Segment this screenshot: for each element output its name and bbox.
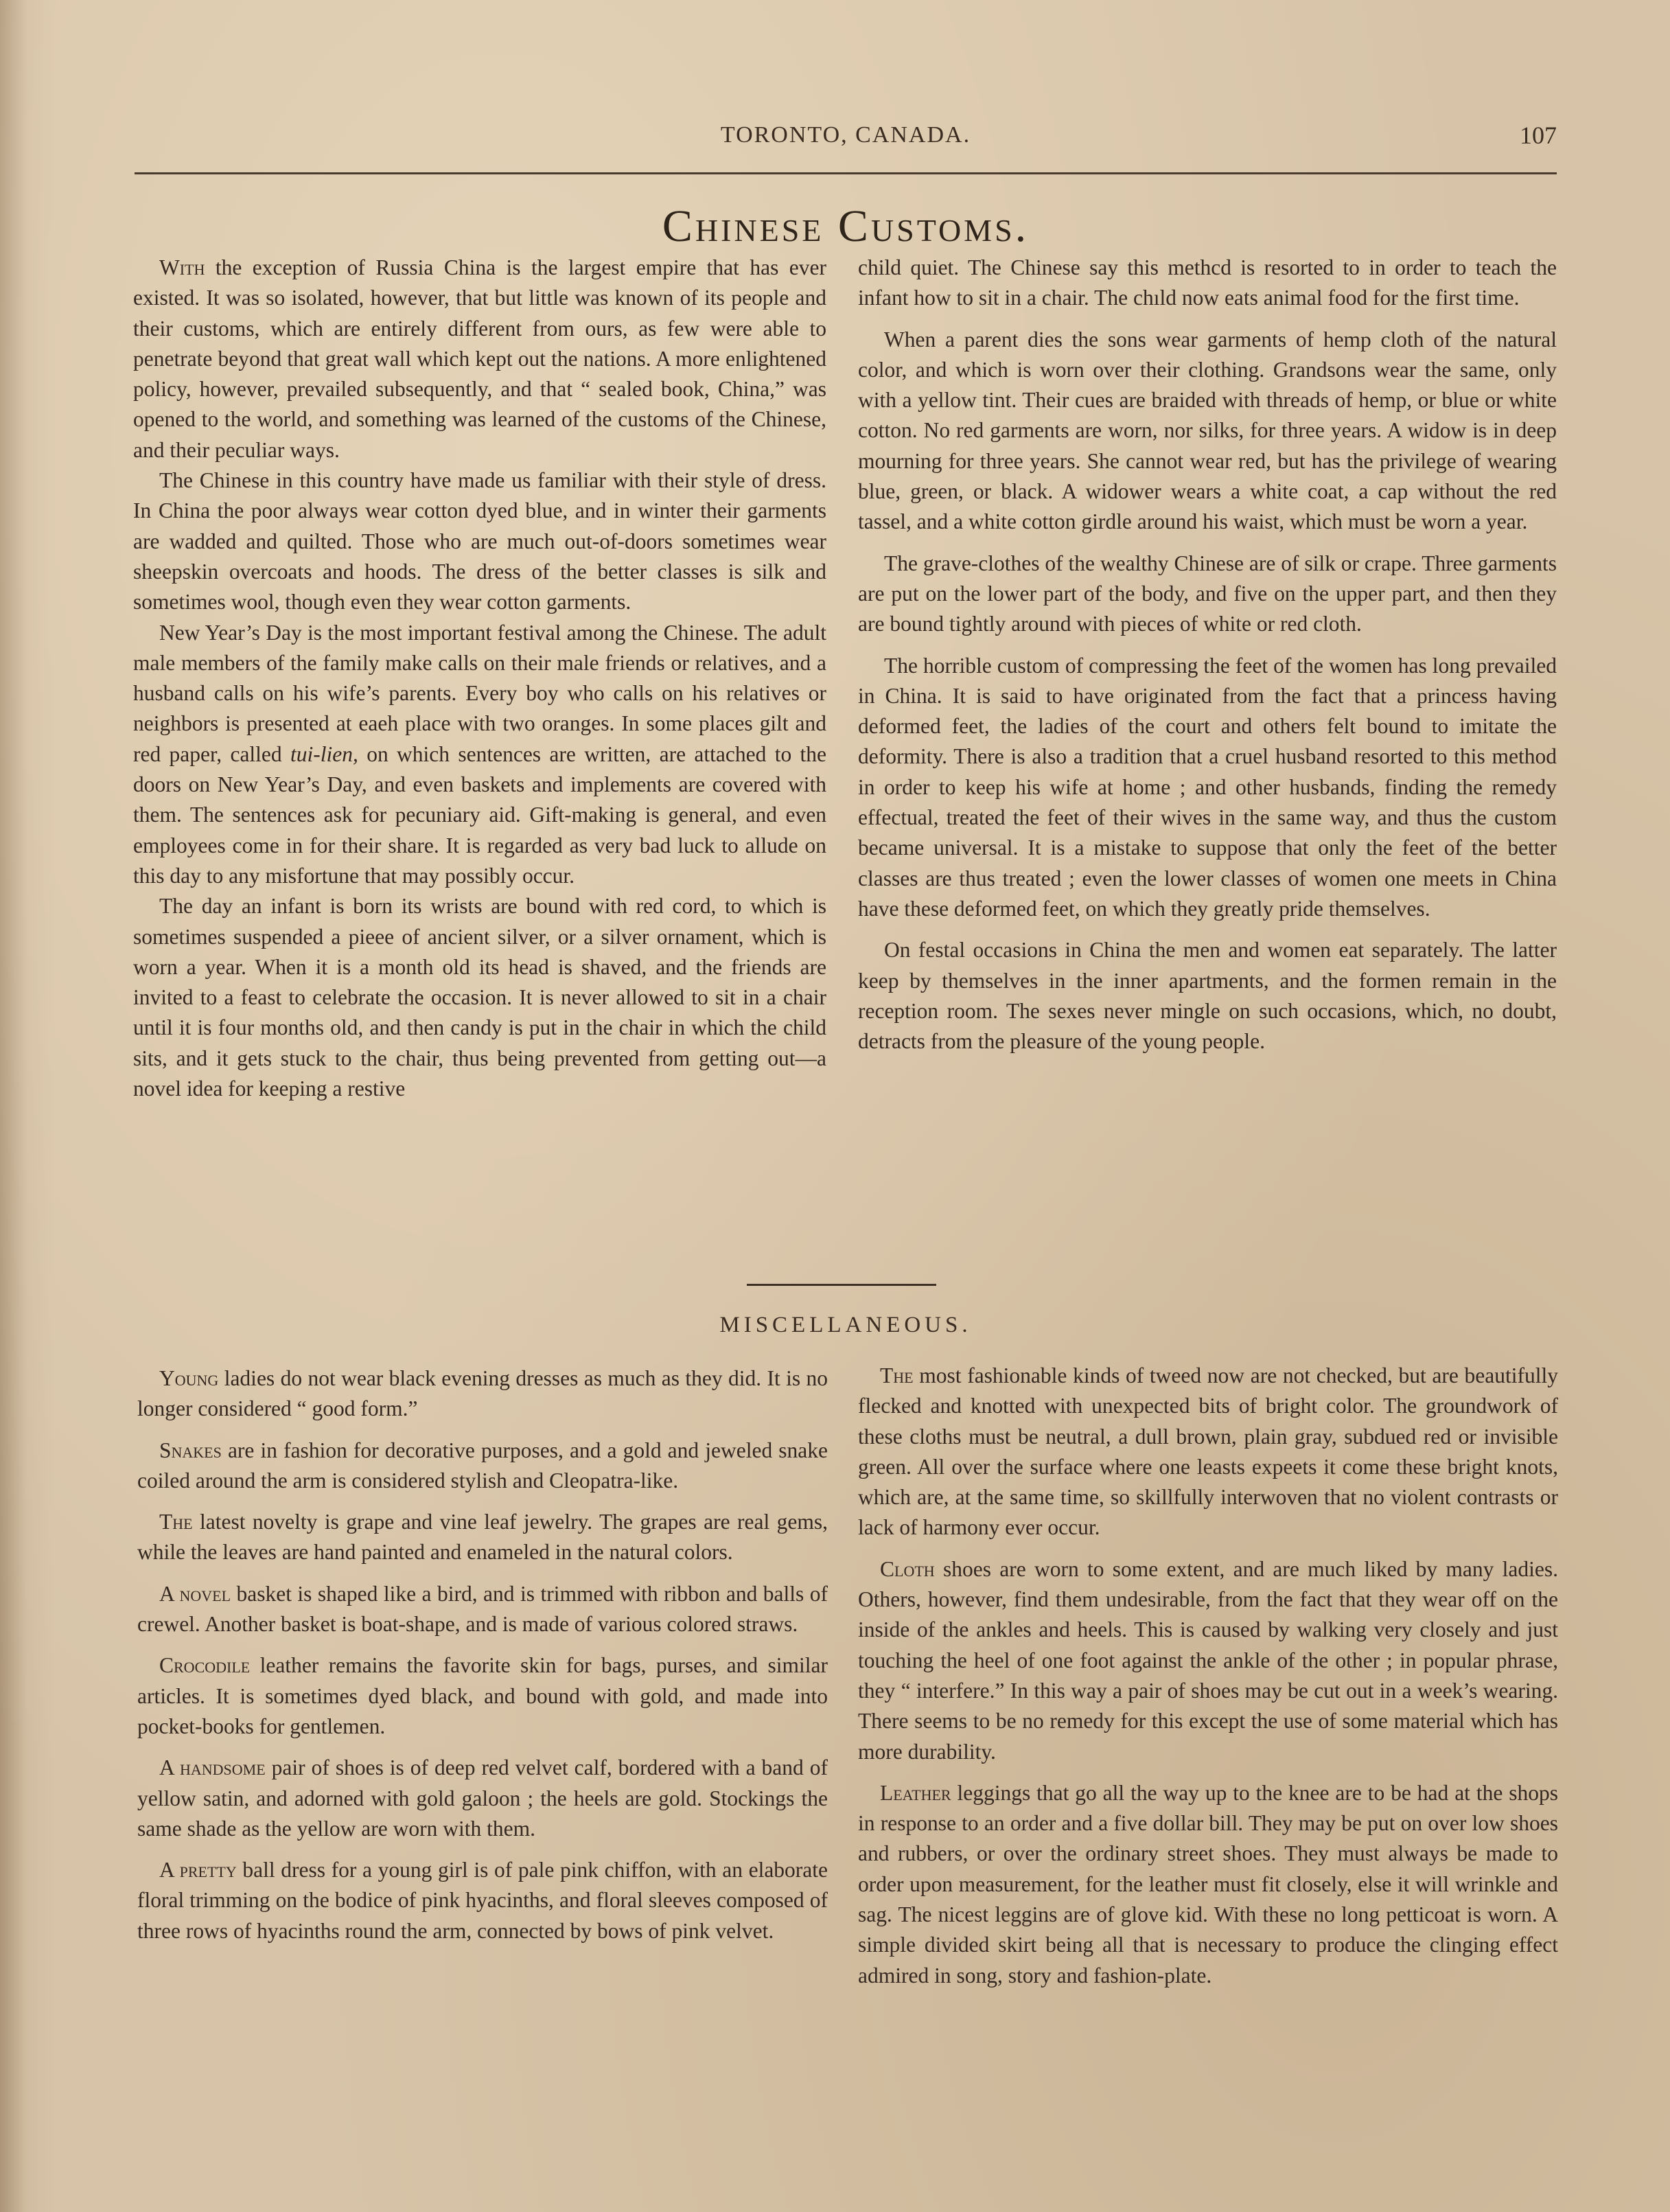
item-lead: A handsome [159, 1755, 266, 1780]
item-lead: A pretty [159, 1858, 237, 1882]
item-text: leggings that go all the way up to the knee are to be had at the shops in response to an order and a five dollar bill. They may be put on over low shoes and rubbers, or over the ordinary street shoes. They must always be made to order upon measurement, for the leather must fit closely, else it will wrinkle and sag. The nicest leggins are of glove kid. With these no long petticoat is worn. A simple divided skirt being all that is necessary to produce the clinging effect admired in song, story and fashion-plate. [858, 1780, 1558, 1988]
header-rule [135, 172, 1557, 174]
misc-item [137, 1507, 828, 1568]
article-left-column [133, 253, 826, 1104]
article-paragraph: When a parent dies the sons wear garments of hemp cloth of the natural color, and which is worn over their clothing. Grandsons wear the same, only with a yellow tint. Their cues are braided with threads of hemp, or blue or white cotton. No red garments are worn, nor silks, for three years. A widow is in deep mourning for three years. She cannot wear red, but has the privilege of wearing blue, green, or black. A widower wears a white coat, a cap without the red tassel, and a white cotton girdle around his waist, which must be worn a year. [858, 327, 1557, 534]
misc-item [137, 1753, 828, 1844]
item-lead: The [880, 1363, 914, 1387]
paragraph-text: the exception of Russia China is the largest empire that has ever existed. It was so isolated, however, that but little was known of its people and their customs, which are entirely different from ours, as few were able to penetrate beyond that great wall which kept out the nations. A more enlightened policy, however, prevailed subsequently, and that “ sealed book, China,” was opened to the world, and something was learned of the customs of the Chinese, and their peculiar ways. [133, 255, 826, 462]
misc-item [137, 1579, 828, 1640]
item-lead: Snakes [159, 1438, 222, 1462]
misc-item [137, 1855, 828, 1946]
article-title: Chinese Customs. [662, 201, 1030, 251]
misc-item [858, 1778, 1558, 1991]
article-paragraph [133, 253, 826, 465]
article-paragraph: The day an infant is born its wrists are bound with red cord, to which is sometimes suspended a pieee of ancient silver, or a silver ornament, which is worn a year. When it is a month old its head is shaved, and the friends are invited to a feast to celebrate the occasion. It is never allowed to sit in a chair until it is four months old, and then candy is put in the chair in which the child sits, and it gets stuck to the chair, thus being prevented from getting out—a novel idea for keeping a restive [133, 894, 826, 1101]
misc-heading: MISCELLANEOUS. [719, 1313, 972, 1337]
misc-right-column [858, 1361, 1558, 2002]
item-text: ball dress for a young girl is of pale pink chiffon, with an elaborate floral trimming on the bodice of pink hyacinths, and floral sleeves composed of three rows of hyacinths round the arm, connected by bows of pink velvet. [137, 1858, 828, 1943]
article-paragraph: On festal occasions in China the men and women eat separately. The latter keep by themselves in the inner apartments, and the formen remain in the reception room. The sexes never mingle on such occasions, which, no doubt, detracts from the pleasure of the young people. [858, 938, 1557, 1054]
paragraph-text: on which sentences are written, are attached to the doors on New Year’s Day, and even baskets and implements are covered with them. The sentences ask for pecuniary aid. Gift-making is general, and even employees come in for their share. It is regarded as very bad luck to allude on this day to any misfortune that may possibly occur. [133, 741, 827, 888]
article-right-column [858, 253, 1557, 1068]
item-lead: Crocodile [159, 1653, 251, 1678]
section-divider [747, 1284, 936, 1286]
article-paragraph: The grave-clothes of the wealthy Chinese are of silk or crape. Three garments are put on the lower part of the body, and five on the upper part, and then they are bound tightly around with pieces of white or red cloth. [858, 551, 1557, 636]
article-paragraph: The horrible custom of compressing the feet of the women has long prevailed in China. It is said to have originated from the fact that a princess having deformed feet, the ladies of the court and others felt bound to imitate the deformity. There is also a tradition that a cruel husband resorted to this method in order to keep his wife at home ; and other husbands, finding the remedy effectual, treated the feet of their wives in the same way, and thus the custom became universal. It is a mistake to suppose that only the feet of the better classes are thus treated ; even the lower classes of women one meets in China have these deformed feet, on which they greatly pride themselves. [858, 653, 1557, 921]
item-lead: Leather [880, 1780, 951, 1805]
item-text: most fashionable kinds of tweed now are not checked, but are beautifully flecked and knotted with unexpected bits of bright color. The groundwork of these cloths must be neutral, a dull brown, plain gray, subdued red or invisible green. All over the surface where one leasts expeets it come these bright knots, which are, at the same time, so skillfully interwoven that no violent contrasts or lack of harmony ever occur. [858, 1363, 1559, 1540]
item-lead: The [159, 1510, 193, 1534]
page-number: 107 [1520, 122, 1557, 149]
item-lead: Cloth [880, 1556, 935, 1581]
item-text: basket is shaped like a bird, and is trimmed with ribbon and balls of crewel. Another basket is boat-shape, and is made of various colored straws. [137, 1581, 828, 1637]
paragraph-lead: With [159, 255, 205, 279]
running-title: TORONTO, CANADA. [720, 122, 971, 148]
misc-item [858, 1361, 1558, 1543]
item-text: latest novelty is grape and vine leaf jewelry. The grapes are real gems, while the leaves are hand painted and enameled in the natural colors. [137, 1510, 828, 1565]
item-lead: Young [159, 1366, 219, 1390]
article-paragraph: The Chinese in this country have made us familiar with their style of dress. In China the poor always wear cotton dyed blue, and in winter their garments are wadded and quilted. Those who are much out-of-doors sometimes wear sheepskin overcoats and hoods. The dress of the better classes is silk and sometimes wool, though even they wear cotton garments. [133, 468, 826, 614]
item-text: are in fashion for decorative purposes, and a gold and jeweled snake coiled around the arm is considered stylish and Cleopatra-like. [137, 1438, 828, 1493]
item-text: shoes are worn to some extent, and are much liked by many ladies. Others, however, find them undesirable, from the fact that they wear off on the inside of the ankles and heels. This is caused by walking very closely and just touching the heel of one foot against the ankle of the other ; in popular phrase, they “ interfere.” In this way a pair of shoes may be cut out in a week’s wearing. There seems to be no remedy for this except the use of some material which has more durability. [858, 1556, 1558, 1764]
item-text: leather remains the favorite skin for bags, purses, and similar articles. It is sometimes dyed black, and bound with gold, and made into pocket-books for gentlemen. [137, 1653, 828, 1738]
misc-item [858, 1554, 1558, 1767]
italic-term: tui-lien, [290, 741, 358, 766]
misc-item [137, 1436, 828, 1497]
item-text: ladies do not wear black evening dresses as much as they did. It is no longer considered “ good form.” [137, 1366, 828, 1421]
article-paragraph: child quiet. The Chinese say this methcd is resorted to in order to teach the infant how to sit in a chair. The chıld now eats animal food for the first time. [858, 255, 1557, 310]
running-header [135, 117, 1557, 158]
misc-item [137, 1363, 828, 1425]
item-text: pair of shoes is of deep red velvet calf, bordered with a band of yellow satin, and adorned with gold galoon ; the heels are gold. Stockings the same shade as the yellow are worn with them. [137, 1755, 828, 1841]
item-lead: A novel [159, 1581, 231, 1606]
paragraph-text: New Year’s Day is the most important festival among the Chinese. The adult male members of the family make calls on their male friends or relatives, and a husband calls on his wife’s parents. Every boy who calls on his relatives or neighbors is presented at eaeh place with two oranges. In some places gilt and red paper, called [133, 620, 826, 766]
misc-left-column [137, 1363, 828, 1957]
misc-item [137, 1650, 828, 1742]
article-paragraph [133, 618, 826, 892]
